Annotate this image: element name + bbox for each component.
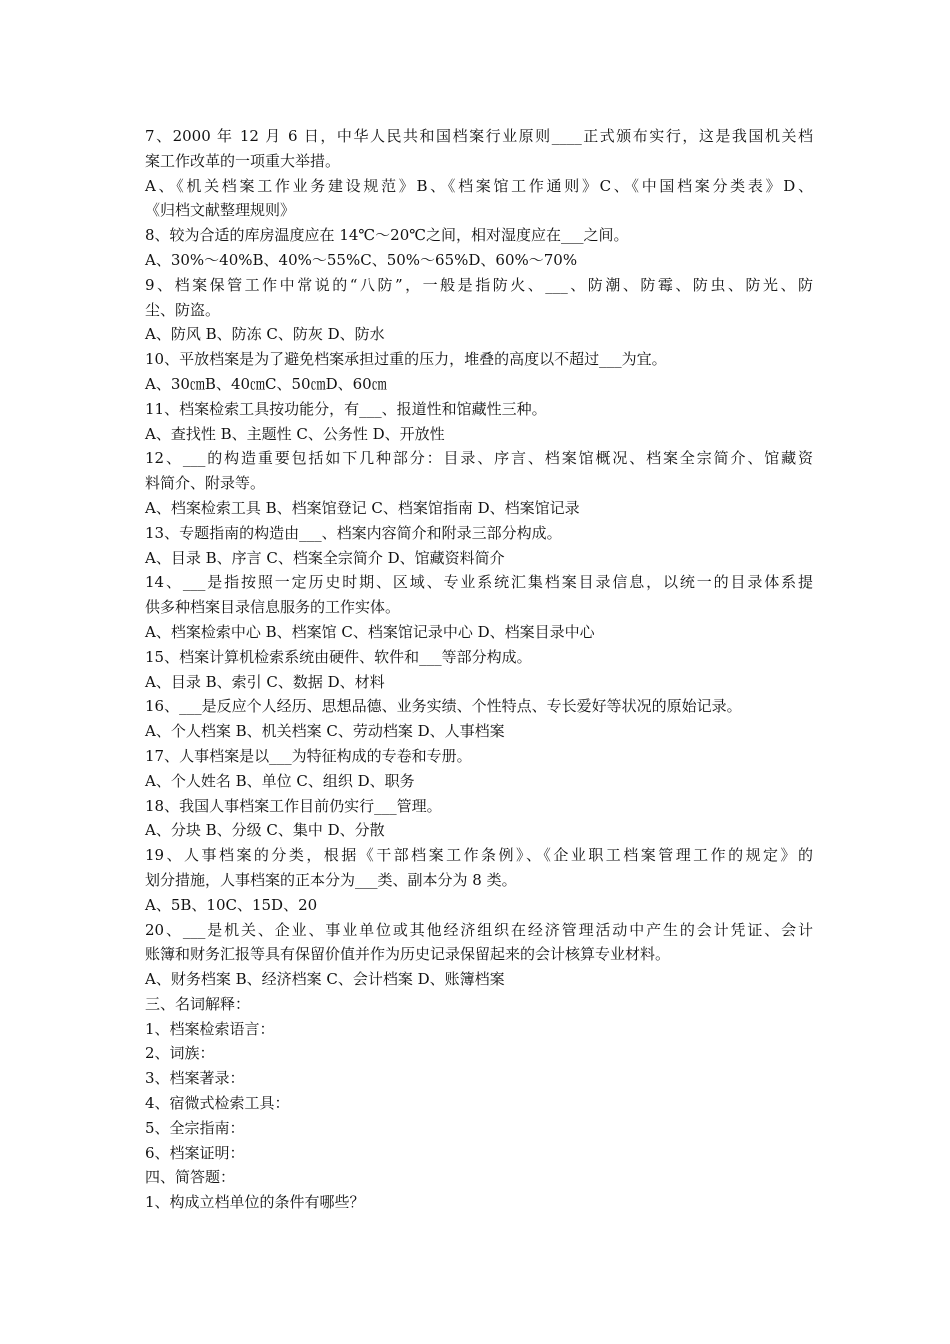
- text-line: 3、档案著录：: [145, 1069, 245, 1088]
- text-line: 18、我国人事档案工作目前仍实行___管理。: [145, 796, 442, 815]
- text-line: 20、___是机关、企业、事业单位或其他经济组织在经济管理活动中产生的会计凭证、会计: [145, 920, 813, 939]
- text-line: 17、人事档案是以___为特征构成的专卷和专册。: [145, 746, 472, 765]
- text-line: A、查找性 B、主题性 C、公务性 D、开放性: [145, 424, 445, 443]
- text-line: 1、构成立档单位的条件有哪些？: [145, 1193, 365, 1212]
- text-line: 8、较为合适的库房温度应在 14℃～20℃之间，相对湿度应在___之间。: [145, 226, 629, 245]
- text-line: 2、词族：: [145, 1044, 215, 1063]
- text-line: A、财务档案 B、经济档案 C、会计档案 D、账簿档案: [145, 970, 505, 989]
- text-line: A、目录 B、索引 C、数据 D、材料: [145, 672, 385, 691]
- text-line: 6、档案证明：: [145, 1143, 245, 1162]
- text-line: A、30%～40%B、40%～55%C、50%～65%D、60%～70%: [145, 250, 578, 269]
- text-line: 供多种档案目录信息服务的工作实体。: [145, 598, 401, 617]
- text-line: A、分块 B、分级 C、集中 D、分散: [145, 821, 385, 840]
- text-line: 三、名词解释：: [145, 994, 251, 1013]
- text-line: 16、___是反应个人经历、思想品德、业务实绩、个性特点、专长爱好等状况的原始记录。: [145, 697, 742, 716]
- text-line: 12、___的构造重要包括如下几种部分：目录、序言、档案馆概况、档案全宗简介、馆藏资: [145, 449, 813, 468]
- text-line: A、目录 B、序言 C、档案全宗简介 D、馆藏资料简介: [145, 548, 505, 567]
- text-line: A、《机关档案工作业务建设规范》B、《档案馆工作通则》C、《中国档案分类表》D、: [145, 176, 813, 195]
- text-line: 尘、防盗。: [145, 300, 221, 319]
- text-line: 四、简答题：: [145, 1168, 236, 1187]
- text-line: A、档案检索中心 B、档案馆 C、档案馆记录中心 D、档案目录中心: [145, 622, 595, 641]
- text-line: A、5B、10C、15D、20: [145, 895, 318, 914]
- text-line: 划分措施，人事档案的正本分为___类、副本分为 8 类。: [145, 870, 517, 889]
- text-line: 5、全宗指南：: [145, 1118, 245, 1137]
- text-line: 4、宿微式检索工具：: [145, 1094, 290, 1113]
- text-line: 15、档案计算机检索系统由硬件、软件和___等部分构成。: [145, 647, 532, 666]
- text-line: 案工作改革的一项重大举措。: [145, 151, 341, 170]
- text-line: 11、档案检索工具按功能分，有___、报道性和馆藏性三种。: [145, 399, 547, 418]
- text-line: A、个人档案 B、机关档案 C、劳动档案 D、人事档案: [145, 722, 505, 741]
- text-line: 1、档案检索语言：: [145, 1019, 275, 1038]
- text-line: A、30㎝B、40㎝C、50㎝D、60㎝: [145, 374, 387, 393]
- text-line: A、防风 B、防冻 C、防灰 D、防水: [145, 325, 385, 344]
- text-line: 13、专题指南的构造由___、档案内容简介和附录三部分构成。: [145, 523, 562, 542]
- text-line: 料简介、附录等。: [145, 474, 266, 493]
- text-line: 《归档文献整理规则》: [145, 201, 296, 220]
- text-line: 14、___是指按照一定历史时期、区域、专业系统汇集档案目录信息，以统一的目录体系提: [145, 573, 813, 592]
- text-line: 账簿和财务汇报等具有保留价值并作为历史记录保留起来的会计核算专业材料。: [145, 945, 671, 964]
- text-line: 7、2000 年 12 月 6 日，中华人民共和国档案行业原则____正式颁布实行，这是我国机关档: [145, 127, 813, 145]
- text-line: 9、档案保管工作中常说的“八防”，一般是指防火、___、防潮、防霉、防虫、防光、防: [145, 275, 813, 294]
- text-line: 19、人事档案的分类，根据《干部档案工作条例》、《企业职工档案管理工作的规定》的: [145, 846, 813, 865]
- text-line: A、档案检索工具 B、档案馆登记 C、档案馆指南 D、档案馆记录: [145, 498, 580, 517]
- text-line: A、个人姓名 B、单位 C、组织 D、职务: [145, 771, 415, 790]
- document-page: [145, 124, 813, 1215]
- text-line: 10、平放档案是为了避免档案承担过重的压力，堆叠的高度以不超过___为宜。: [145, 350, 667, 369]
